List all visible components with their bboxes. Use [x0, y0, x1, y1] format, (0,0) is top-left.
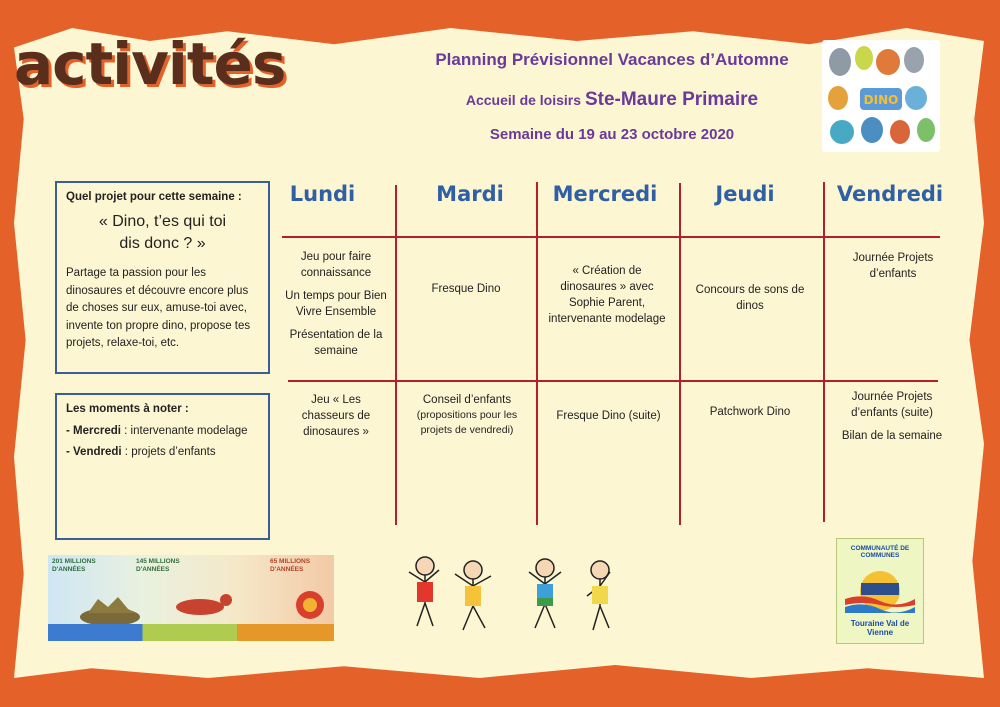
cell-mardi-morning [400, 281, 532, 297]
cell-mercredi-morning [546, 263, 668, 327]
activity: Conseil d’enfants [422, 394, 512, 406]
grid-line [288, 380, 938, 382]
activity: Fresque Dino [431, 283, 501, 295]
activity: Un temps pour Bien Vivre Ensemble [285, 290, 387, 318]
activity: Jeu « Les chasseurs de dinosaures » [301, 394, 371, 438]
project-title [66, 211, 259, 255]
cell-lundi-morning [280, 249, 392, 359]
moment-item: - Mercredi : intervenante modelage [66, 425, 248, 437]
dino-logo-text: DINO [863, 93, 899, 107]
cell-jeudi-afternoon [690, 404, 810, 420]
activity: Journée Projets d’enfants (suite) [851, 391, 933, 419]
kids-jumping-icon [395, 548, 635, 643]
day-header-jeudi: Jeudi [715, 182, 775, 206]
project-title-line1: « Dino, t’es qui toi [98, 213, 227, 230]
activity: Patchwork Dino [709, 406, 791, 418]
moments-box [55, 393, 270, 540]
logo-top-text: COMMUNAUTÉ DE COMMUNES [850, 545, 910, 559]
project-box [55, 181, 270, 374]
grid-line [536, 182, 538, 525]
activity: Jeu pour faire connaissance [300, 251, 372, 279]
activites-logo: activités [14, 30, 286, 98]
day-header-mardi: Mardi [436, 182, 504, 206]
cell-jeudi-morning [695, 282, 805, 314]
castle-river-icon [843, 569, 917, 613]
grid-line [823, 182, 825, 522]
week-label: Semaine du 19 au 23 octobre 2020 [489, 126, 735, 143]
cell-mercredi-afternoon [556, 408, 661, 424]
timeline-ground [48, 624, 334, 641]
project-description: Partage ta passion pour les dinosaures et découvre encore plus de choses sur eux, amuse-toi avec, invente ton propre dino, propose tes projets, relaxe-toi, etc. [66, 267, 251, 349]
activity: Concours de sons de dinos [695, 284, 805, 312]
cell-lundi-afternoon [290, 392, 382, 440]
subtitle-place: Ste-Maure Primaire [584, 89, 759, 110]
moments-title: Les moments à noter : [66, 403, 189, 415]
day-header-mercredi: Mercredi [552, 182, 658, 206]
timeline-label: 145 MILLIONS D'ANNÉES [136, 558, 180, 573]
cell-vendredi-morning [838, 250, 948, 282]
cell-vendredi-afternoon [832, 389, 952, 444]
grid-line [679, 183, 681, 525]
day-header-lundi: Lundi [289, 182, 356, 206]
moment-item: - Vendredi : projets d’enfants [66, 446, 216, 458]
activity: Fresque Dino (suite) [556, 410, 661, 422]
page-title: Planning Prévisionnel Vacances d’Automne [435, 50, 789, 69]
project-question: Quel projet pour cette semaine : [66, 191, 242, 203]
timeline-label: 65 MILLIONS D'ANNÉES [270, 558, 311, 573]
subtitle-prefix: Accueil de loisirs [465, 92, 582, 108]
community-logo [836, 538, 924, 644]
activity: Bilan de la semaine [841, 430, 943, 442]
activity-note: (propositions pour les projets de vendredi) [416, 409, 518, 436]
page-subtitle [402, 89, 822, 111]
dino-illustration [822, 40, 940, 152]
activity: Présentation de la semaine [289, 329, 383, 357]
day-header-vendredi: Vendredi [836, 182, 944, 206]
activity: « Création de dinosaures » avec Sophie Parent, intervenante modelage [548, 265, 666, 325]
grid-line [282, 236, 940, 238]
timeline-label: 201 MILLIONS D'ANNÉES [52, 558, 96, 573]
project-title-line2: dis donc ? » [119, 235, 206, 252]
cell-mardi-afternoon [402, 392, 532, 438]
logo-bottom-text: Touraine Val de Vienne [850, 619, 910, 637]
activity: Journée Projets d’enfants [852, 252, 934, 280]
dinos-icon [822, 40, 940, 152]
